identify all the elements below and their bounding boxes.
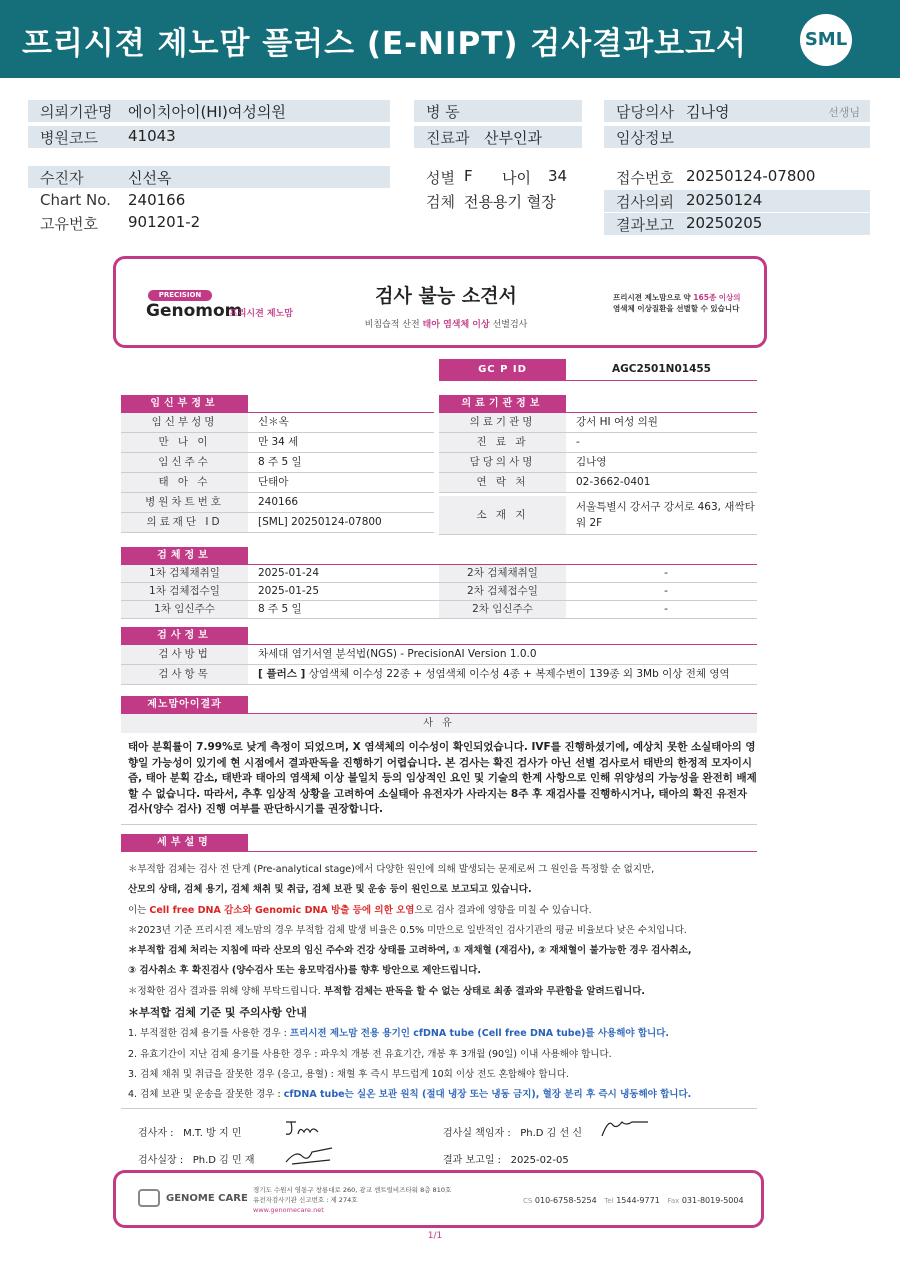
inst-row-value: - — [576, 436, 580, 448]
inst-row-label: 의료기관명 — [439, 413, 566, 432]
tel-number: 1544-9771 — [616, 1196, 660, 1205]
criteria-4b: cfDNA tube는 실온 보관 원칙 (절대 냉장 또는 냉동 금지), 혈장 분리 후 즉시 냉동해야 합니다. — [283, 1089, 692, 1100]
tab-specimen-info: 검체정보 — [121, 547, 248, 564]
meta-ward — [414, 100, 582, 122]
genomecare-logo-icon — [138, 1189, 160, 1207]
inst-row-label: 담당의사명 — [439, 453, 566, 472]
preg-row-label: 의료재단 ID — [121, 513, 248, 532]
addr-line-1: 경기도 수원시 영통구 창룡대로 260, 광교 센트럴비즈타워 8층 810호 — [253, 1186, 452, 1194]
meta-value: 20250124 — [686, 191, 763, 209]
meta-doctor — [604, 100, 870, 122]
inst-row-label: 진 료 과 — [439, 433, 566, 452]
meta-label: 검체 — [426, 193, 455, 211]
spec-row-label-1: 1차 검체접수일 — [121, 583, 248, 600]
sub-pre: 비침습적 산전 — [364, 320, 420, 330]
criteria-1b: 프리시젼 제노맘 전용 용기인 cfDNA tube (Cell free DNA tube)를 사용해야 합니다. — [289, 1028, 669, 1039]
tab-result: 제노맘아이결과 — [121, 696, 248, 713]
note-1: ＊부적합 검체는 검사 전 단계 (Pre-analytical stage)에서 다양한 원인에 의해 발생되는 문제로써 그 원인을 특정할 순 없지만, — [128, 864, 655, 875]
meta-label: 고유번호 — [40, 215, 98, 233]
inst-row-label: 연 락 처 — [439, 473, 566, 492]
meta-label: 병 동 — [426, 103, 460, 121]
row-line — [439, 492, 757, 493]
spec-row-value-2: - — [664, 567, 668, 579]
meta-request — [604, 190, 870, 212]
spec-row-label-2: 2차 임신주수 — [439, 601, 566, 618]
criteria-4 — [128, 1086, 691, 1100]
criteria-3: 3. 검체 채취 및 취급을 잘못한 경우 (응고, 용혈) : 채혈 후 즉시 부드럽게 10회 이상 전도 혼합해야 합니다. — [128, 1069, 569, 1080]
cs-number: 010-6758-5254 — [534, 1196, 597, 1205]
meta-label: 담당의사 — [616, 103, 674, 121]
spec-row-value-2: - — [664, 603, 668, 615]
meta-report — [604, 213, 870, 235]
tab-test-info: 검사정보 — [121, 627, 248, 644]
preg-row-value: 신＊옥 — [258, 416, 289, 428]
note-2: 산모의 상태, 검체 용기, 검체 채취 및 취급, 검체 보관 및 운송 등이 원인으로 보고되고 있습니다. — [128, 884, 532, 895]
test-item-text: 상염색체 이수성 22종 + 성염색체 이수성 4종 + 복제수변이 139종 외 3Mb 이상 전체 영역 — [308, 668, 730, 680]
test-item — [258, 665, 730, 684]
gcpid-value: AGC2501N01455 — [612, 363, 711, 375]
report-date — [443, 1151, 569, 1166]
criteria-1a: 1. 부적절한 검체 용기를 사용한 경우 : — [128, 1028, 287, 1039]
meta-specimen — [414, 190, 582, 212]
meta-chart — [28, 190, 390, 212]
tab-preg-info: 임신부정보 — [121, 395, 248, 412]
meta-value: 김나영 — [686, 103, 730, 121]
row-line — [439, 534, 757, 535]
fax-label: Fax — [667, 1197, 680, 1205]
note-6: ③ 검사취소 후 확진검사 (양수검사 또는 융모막검사)를 향후 방안으로 제안드립니다. — [128, 965, 481, 976]
preg-row-value: 8 주 5 일 — [258, 456, 302, 468]
meta-label: 수진자 — [40, 169, 84, 187]
test-item-bold: [ 플러스 ] — [258, 668, 306, 680]
preg-row-value: 240166 — [258, 496, 299, 508]
note-7a: ＊정확한 검사 결과를 위해 양해 부탁드립니다. — [128, 986, 321, 997]
sub-post: 선별검사 — [492, 320, 528, 330]
meta-label: 임상정보 — [616, 129, 674, 147]
addr-line-2: 유전자검사기관 신고번호 : 제 274호 — [253, 1196, 358, 1204]
right-hl: 165종 이상의 — [693, 293, 741, 302]
date-value: 2025-02-05 — [510, 1155, 569, 1166]
inst-addr-label: 소 재 지 — [439, 496, 566, 534]
meta-code — [28, 126, 390, 148]
meta-dept — [414, 126, 582, 148]
cs-label: CS — [523, 1197, 533, 1205]
meta-label: 성별 — [426, 169, 455, 187]
meta-label: 진료과 — [426, 129, 470, 147]
preg-row-label: 임신주수 — [121, 453, 248, 472]
row-line — [121, 1108, 757, 1109]
spec-row-label-1: 1차 검체채취일 — [121, 565, 248, 582]
lab-head — [443, 1124, 582, 1139]
meta-value: 41043 — [128, 127, 176, 145]
right-pre: 프리시젼 제노맘으로 약 — [613, 293, 691, 302]
report-card — [113, 256, 767, 348]
genomom-sub: 프리시젼 제노맘 — [229, 309, 293, 319]
preg-row-value: 단태아 — [258, 476, 289, 488]
director — [138, 1151, 255, 1166]
note-5: ＊부적합 검체 처리는 지침에 따라 산모의 임신 주수와 건강 상태를 고려하여, ① 재채혈 (재검사), ② 재채혈이 불가능한 경우 검사취소, — [128, 945, 692, 956]
meta-label: Chart No. — [40, 191, 111, 209]
note-3a: 이는 — [128, 905, 147, 916]
note-7 — [128, 983, 645, 997]
tester — [138, 1124, 242, 1139]
right-mid: 염색체 이상질환을 — [613, 304, 674, 313]
inst-addr-1: 서울특별시 강서구 강서로 463, 새싹타 — [576, 501, 755, 513]
meta-value: F — [464, 167, 473, 185]
director-label: 검사실장 : — [138, 1155, 184, 1166]
tab-inst-info: 의료기관정보 — [439, 395, 566, 412]
report-header — [0, 0, 900, 78]
preg-row-value: [SML] 20250124-07800 — [258, 516, 382, 528]
criteria-2: 2. 유효기간이 지난 검체 용기를 사용한 경우 : 파우치 개봉 전 유효기간, 개봉 후 3개월 (90일) 이내 사용해야 합니다. — [128, 1049, 612, 1060]
lab-signature-icon — [598, 1116, 654, 1140]
meta-label: 의뢰기관명 — [40, 103, 113, 121]
meta-value: 20250205 — [686, 214, 763, 232]
card-subtitle — [326, 317, 566, 330]
spec-row-label-2: 2차 검체채취일 — [439, 565, 566, 582]
row-line — [121, 532, 434, 533]
right-post: 선별할 수 있습니다 — [676, 304, 740, 313]
meta-label: 결과보고 — [616, 216, 674, 234]
inst-row-value: 강서 HI 여성 의원 — [576, 416, 658, 428]
footer-card — [113, 1170, 764, 1228]
row-line — [121, 618, 757, 619]
spec-row-value-1: 2025-01-25 — [258, 585, 320, 597]
sub-highlight: 태아 염색체 이상 — [422, 320, 490, 330]
row-line — [121, 684, 757, 685]
genomecare-name: GENOME CARE — [166, 1193, 248, 1204]
meta-suffix: 선생님 — [828, 106, 860, 119]
sml-logo — [800, 14, 852, 66]
meta-value: 전용용기 혈장 — [464, 193, 556, 211]
result-header: 사 유 — [121, 714, 757, 733]
meta-receipt — [604, 166, 870, 188]
precision-badge: PRECISION — [148, 290, 212, 301]
sml-logo-text: SML — [804, 29, 848, 50]
test-item-label: 검사항목 — [121, 665, 248, 684]
note-3 — [128, 902, 592, 916]
meta-label: 검사의뢰 — [616, 193, 674, 211]
director-signature-icon — [282, 1144, 338, 1168]
inst-addr-2: 워 2F — [576, 517, 603, 529]
gcpid-label: GC P ID — [439, 359, 566, 380]
meta-label: 접수번호 — [616, 169, 674, 187]
tel-label: Tel — [604, 1197, 614, 1205]
fax-number: 031-8019-5004 — [681, 1196, 744, 1205]
footer-contact — [523, 1196, 744, 1205]
tester-label: 검사자 : — [138, 1128, 174, 1139]
test-method: 차세대 염기서열 분석법(NGS) - PrecisionAI Version 1.0.0 — [258, 648, 537, 660]
spec-row-value-1: 2025-01-24 — [258, 567, 320, 579]
preg-row-value: 만 34 세 — [258, 436, 299, 448]
meta-value: 34 — [548, 167, 568, 185]
date-label: 결과 보고일 : — [443, 1155, 502, 1166]
page-number: 1/1 — [427, 1231, 443, 1241]
meta-clinical — [604, 126, 870, 148]
criteria-1 — [128, 1025, 669, 1039]
footer-address — [253, 1185, 451, 1215]
inst-row-value: 02-3662-0401 — [576, 476, 651, 488]
criteria-heading: ＊부적합 검체 기준 및 주의사항 안내 — [128, 1006, 307, 1019]
meta-value: 20250124-07800 — [686, 167, 816, 185]
meta-label: 나이 — [502, 169, 531, 187]
spec-row-value-2: - — [664, 585, 668, 597]
tab-detail: 세부설명 — [121, 834, 248, 851]
meta-label: 병원코드 — [40, 129, 98, 147]
spec-row-label-1: 1차 임신주수 — [121, 601, 248, 618]
tester-signature-icon — [282, 1118, 326, 1140]
meta-value: 신선옥 — [128, 169, 172, 187]
note-4: ＊2023년 기준 프리시젼 제노맘의 경우 부적합 검체 발생 비율은 0.5% 미만으로 일반적인 검사기관의 평균 비율보다 낮은 수치입니다. — [128, 925, 687, 936]
tester-name: M.T. 방 지 민 — [183, 1128, 242, 1139]
meta-sex-age — [414, 166, 582, 188]
meta-uid — [28, 212, 390, 234]
preg-row-label: 태 아 수 — [121, 473, 248, 492]
preg-row-label: 병원차트번호 — [121, 493, 248, 512]
genomom-logo: Genomom — [146, 301, 243, 321]
meta-hospital — [28, 100, 390, 122]
footer-website[interactable]: www.genomecare.net — [253, 1206, 324, 1214]
meta-value: 에이치아이(HI)여성의원 — [128, 103, 286, 121]
meta-patient — [28, 166, 390, 188]
inst-row-value: 김나영 — [576, 456, 607, 468]
lab-label: 검사실 책임자 : — [443, 1128, 511, 1139]
criteria-4a: 4. 검체 보관 및 운송을 잘못한 경우 : — [128, 1089, 281, 1100]
row-line — [121, 824, 757, 825]
report-title: 프리시젼 제노맘 플러스 (E-NIPT) 검사결과보고서 — [22, 26, 747, 62]
lab-name: Ph.D 김 선 신 — [520, 1128, 582, 1139]
meta-value: 산부인과 — [484, 129, 542, 147]
gcpid-underline — [439, 380, 757, 381]
card-right-text — [613, 292, 763, 314]
spec-row-value-1: 8 주 5 일 — [258, 603, 302, 615]
preg-row-label: 임신부성명 — [121, 413, 248, 432]
test-method-label: 검사방법 — [121, 645, 248, 664]
result-reason-text: 태아 분획률이 7.99%로 낮게 측정이 되었으며, X 염색체의 이수성이 확인되었습니다. IVF를 진행하셨기에, 예상치 못한 소실태아의 영향일 가능성이 있기에 현 시점에서 결과판독을 진행하기 어렵습니다. 본 검사는 확진 검사가 아닌 선별 검사로서 태반의 한정적 모자이시즘, 태아 분획 감소, 태반과 태아의 염색체 이상 불일치 등의 임상적인 요인 및 기술의 한계 사항으로 인해 위양성의 가능성을 완전히 배제할 수 없습니다. 따라서, 추후 임상적 상황을 고려하여 소실태아 유전자가 사라지는 8주 후 재검사를 진행하시거나, 태아의 확진 유전자 검사(양수 검사) 진행 여부를 판단하시기를 권장합니다. — [128, 741, 757, 815]
tab-line — [121, 851, 757, 852]
director-name: Ph.D 김 민 재 — [192, 1155, 255, 1166]
note-3-highlight: Cell free DNA 감소와 Genomic DNA 방출 등에 의한 오염 — [149, 905, 415, 916]
spec-row-label-2: 2차 검체접수일 — [439, 583, 566, 600]
preg-row-label: 만 나 이 — [121, 433, 248, 452]
meta-value: 901201-2 — [128, 213, 201, 231]
note-7b: 부적합 검체는 판독을 할 수 없는 상태로 최종 결과와 무관함을 알려드립니다. — [323, 986, 646, 997]
meta-value: 240166 — [128, 191, 186, 209]
card-title: 검사 불능 소견서 — [375, 285, 517, 307]
note-3c: 으로 검사 결과에 영향을 미칠 수 있습니다. — [414, 905, 592, 916]
